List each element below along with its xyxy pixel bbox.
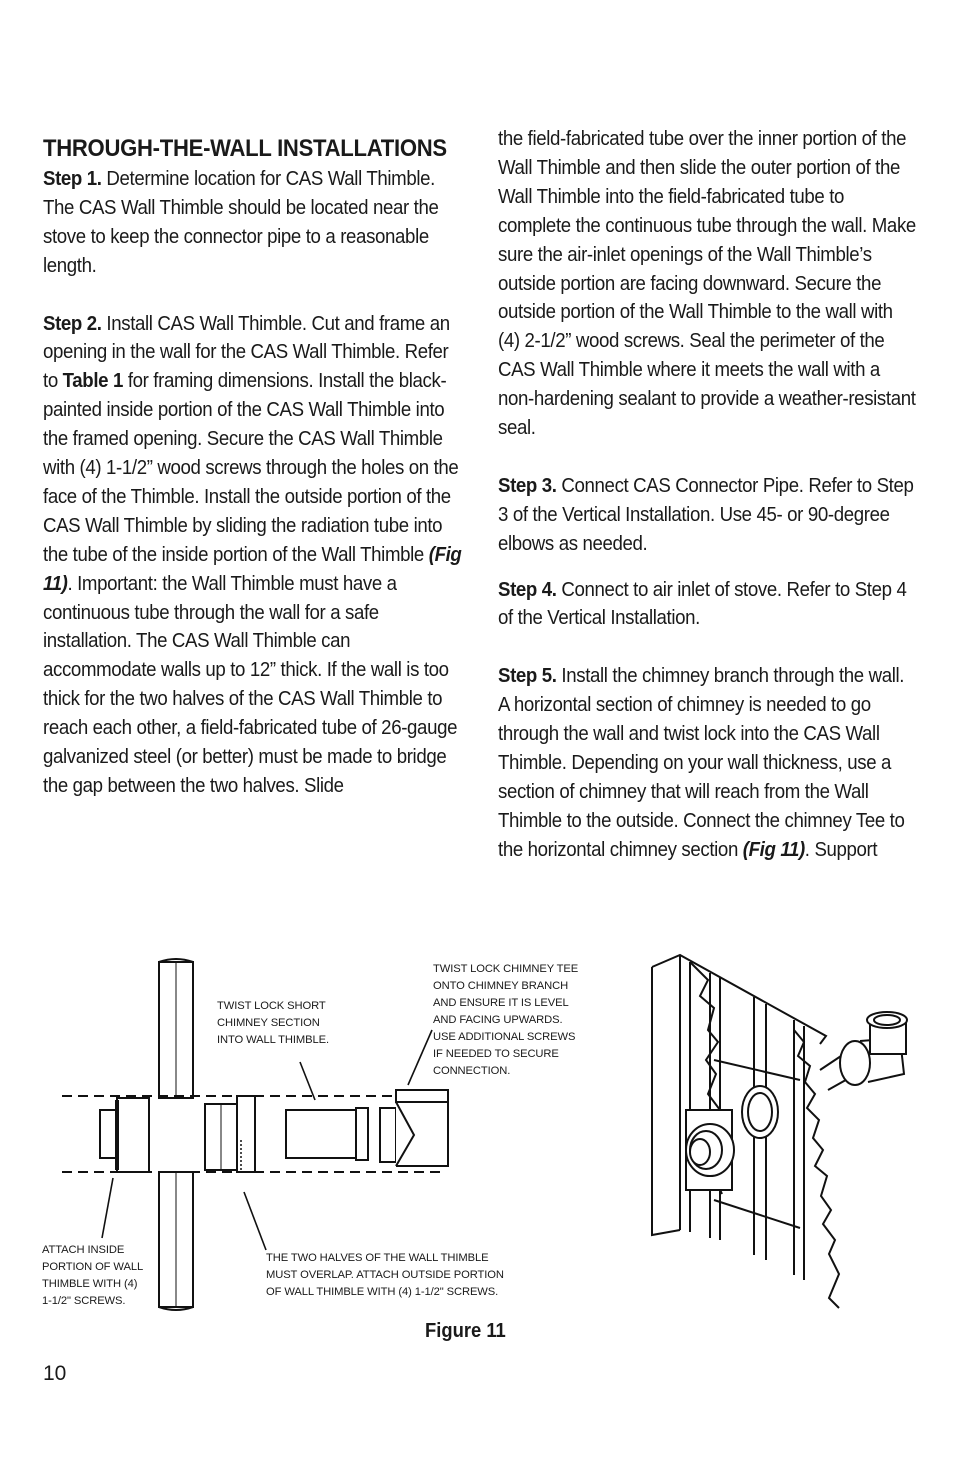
callout-line: ATTACH INSIDE: [42, 1244, 125, 1256]
step-3-paragraph: [498, 472, 917, 559]
step-2-label: Step 2.: [43, 312, 102, 335]
figure-caption: Figure 11: [425, 1320, 506, 1342]
callout-line: PORTION OF WALL: [42, 1261, 144, 1273]
step-5-text-a: Install the chimney branch through the wall. A horizontal section of chimney is needed to go through the wall and twist lock into the CAS Wall Thimble. Depending on your wall thickness, use a section of chimney that will reach from the Wall Thimble to the outside. Connect the chimney Tee to the horizontal chimney section: [498, 665, 905, 861]
step-5-label: Step 5.: [498, 665, 557, 688]
page-number: 10: [43, 1362, 67, 1385]
callout-line: TWIST LOCK CHIMNEY TEE: [433, 963, 579, 975]
wall-section-upper: [159, 959, 193, 1098]
step-1-label: Step 1.: [43, 168, 102, 190]
section-heading: THROUGH-THE-WALL INSTALLATIONS: [43, 135, 447, 162]
callout-leader-lines: [102, 1030, 432, 1250]
callout-line: MUST OVERLAP. ATTACH OUTSIDE PORTION: [266, 1269, 504, 1281]
step-4-label: Step 4.: [498, 578, 557, 601]
callout-line: 1-1/2" SCREWS.: [42, 1295, 126, 1307]
callout-line: OF WALL THIMBLE WITH (4) 1-1/2" SCREWS.: [266, 1286, 499, 1298]
step-2-text-c: . Important: the Wall Thimble must have a continuous tube through the wall for a safe installation. The CAS Wall Thimble can accommodate walls up to 12” thick. If the wall is too thick for the two halves of the CAS Wall Thimble to reach each other, a field-fabricated tube of 26-gauge galvanized steel (or better) must be made to bridge the gap between the two halves. Slide: [43, 572, 458, 798]
step-2-text-a: Install CAS Wall Thimble. Cut and frame an opening in the wall for the CAS Wall Thimble. Refer to: [43, 312, 450, 393]
continuation-paragraph: the field-fabricated tube over the inner portion of the Wall Thimble and then slide the outer portion of the Wall Thimble into the field-fabricated tube to complete the continuous tube through the wall. Make sure the air-inlet openings of the Wall Thimble’s outside portion are facing downward. Secure the outside portion of the Wall Thimble to the wall with (4) 2-1/2” wood screws. Seal the perimeter of the CAS Wall Thimble where it meets the wall with a non-hardening sealant to provide a weather-resistant seal.: [498, 128, 916, 440]
step-3-text: Connect CAS Connector Pipe. Refer to Step 3 of the Vertical Installation. Use 45- or 90-degree elbows as needed.: [498, 474, 914, 555]
step-4-paragraph: [498, 576, 917, 634]
callout-line: THIMBLE WITH (4): [42, 1278, 138, 1290]
step-5-text-b: . Support: [804, 838, 878, 861]
step-1-text: Determine location for CAS Wall Thimble. The CAS Wall Thimble should be located near the stove to keep the connector pipe to a reasonable length.: [43, 168, 439, 277]
step-1-paragraph: [43, 165, 462, 281]
short-chimney-section: [286, 1108, 368, 1160]
chimney-dashed-guides: [62, 1096, 445, 1172]
right-column: [498, 125, 917, 882]
wall-section-lower: [159, 1172, 193, 1310]
inside-thimble-part: [100, 1098, 149, 1172]
callout-twist-lock-tee: [433, 961, 578, 1080]
table-1-reference: Table 1: [62, 370, 123, 393]
callout-line: CONNECTION.: [433, 1065, 511, 1077]
callout-line: CHIMNEY SECTION: [217, 1017, 320, 1029]
wall-perspective-sketch: [652, 955, 907, 1308]
callout-line: AND ENSURE IT IS LEVEL: [433, 997, 569, 1009]
callout-twist-lock-short: [217, 998, 329, 1049]
step-5-paragraph: [498, 662, 917, 864]
step-2-paragraph: [43, 310, 462, 801]
fig-11-reference-step-5: (Fig 11): [742, 838, 805, 861]
step-3-label: Step 3.: [498, 474, 557, 497]
callout-line: USE ADDITIONAL SCREWS: [433, 1031, 576, 1043]
callout-attach-inside: [42, 1242, 143, 1310]
step-2-text-b: for framing dimensions. Install the black-painted inside portion of the CAS Wall Thimble into the framed opening. Secure the CAS Wall Thimble with (4) 1-1/2” wood screws through the holes on the face of the Thimble. Install the outside portion of the CAS Wall Thimble by sliding the radiation tube into the tube of the inside portion of the Wall Thimble: [43, 370, 459, 566]
callout-line: THE TWO HALVES OF THE WALL THIMBLE: [266, 1252, 489, 1264]
callout-line: TWIST LOCK SHORT: [217, 1000, 326, 1012]
left-column: [43, 133, 462, 830]
callout-line: AND FACING UPWARDS.: [433, 1014, 563, 1026]
callout-two-halves: [266, 1250, 504, 1301]
callout-line: ONTO CHIMNEY BRANCH: [433, 980, 569, 992]
callout-line: INTO WALL THIMBLE.: [217, 1034, 329, 1046]
chimney-tee: [380, 1090, 448, 1166]
fig-11-reference: (Fig 11): [43, 543, 462, 595]
outside-thimble-part: [205, 1096, 255, 1172]
callout-line: IF NEEDED TO SECURE: [433, 1048, 559, 1060]
step-4-text: Connect to air inlet of stove. Refer to Step 4 of the Vertical Installation.: [498, 578, 907, 630]
